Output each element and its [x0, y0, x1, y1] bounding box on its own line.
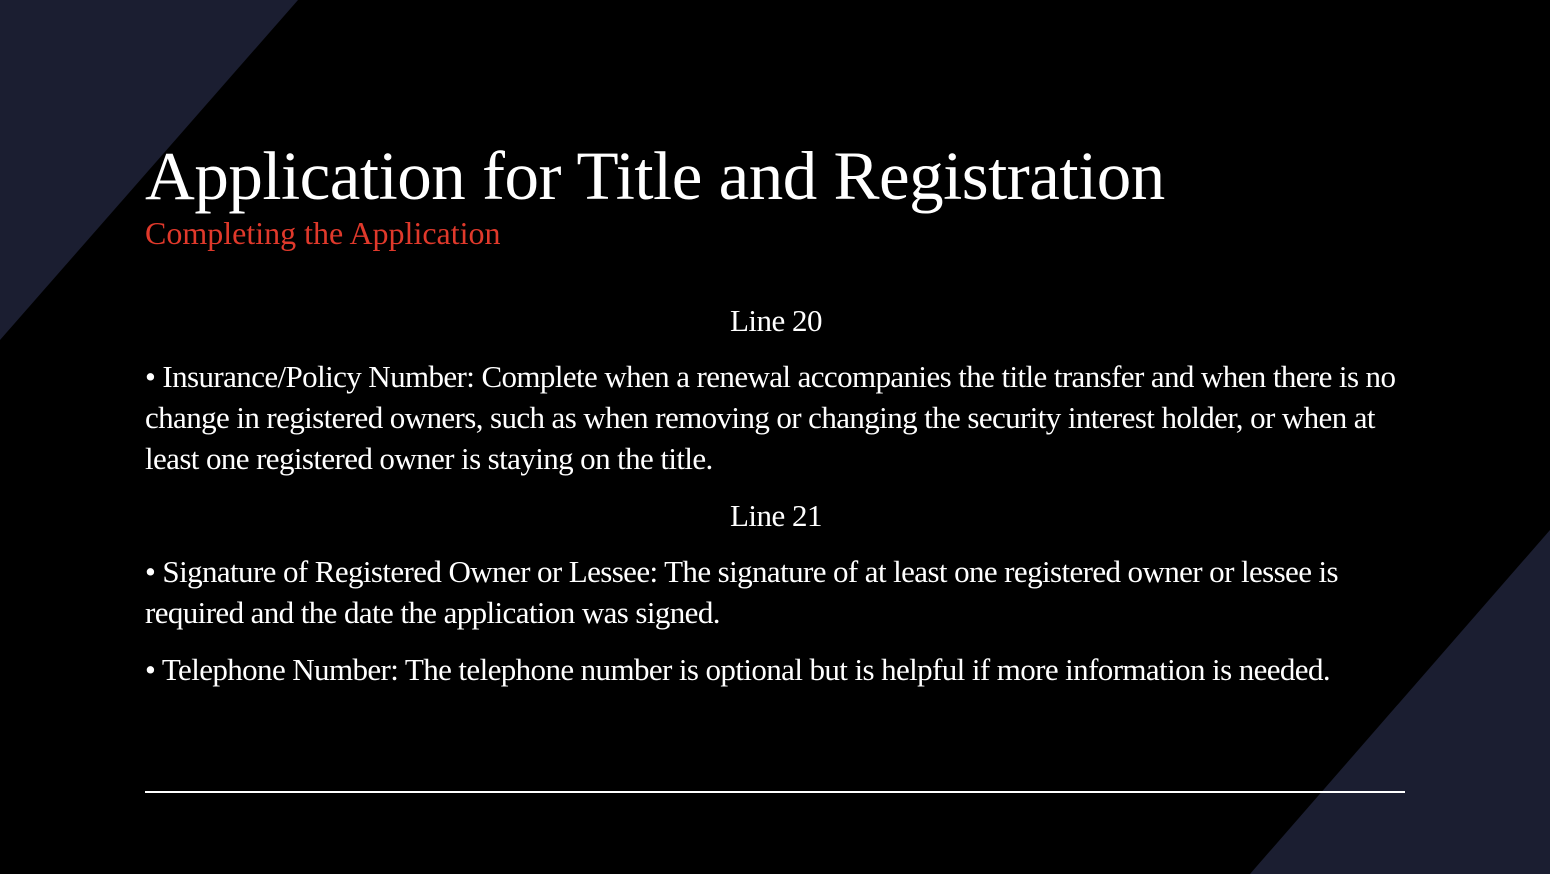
bullet-icon: • [145, 554, 156, 589]
bullet-icon: • [145, 652, 156, 687]
bullet-text: Signature of Registered Owner or Lessee: The signature of at least one registered owner or lessee is required and the date the application was signed. [145, 554, 1338, 630]
bullet-item [145, 551, 1407, 633]
slide-body [145, 300, 1407, 706]
slide-subtitle: Completing the Application [145, 215, 501, 251]
bullet-item [145, 649, 1407, 690]
title-block [145, 138, 1407, 252]
footer-divider [145, 791, 1405, 793]
bullet-text: Insurance/Policy Number: Complete when a renewal accompanies the title transfer and when there is no change in registered owners, such as when removing or changing the security interest holder, or when at least one registered owner is staying on the title. [145, 359, 1396, 476]
section-heading: Line 21 [729, 498, 823, 533]
bullet-text: Telephone Number: The telephone number is optional but is helpful if more information is needed. [161, 652, 1331, 687]
section-line-20 [145, 300, 1407, 479]
bullet-icon: • [145, 359, 156, 394]
section-heading: Line 20 [729, 303, 823, 338]
section-line-21 [145, 495, 1407, 690]
slide-title: Application for Title and Registration [145, 138, 1165, 214]
bullet-item [145, 356, 1407, 479]
